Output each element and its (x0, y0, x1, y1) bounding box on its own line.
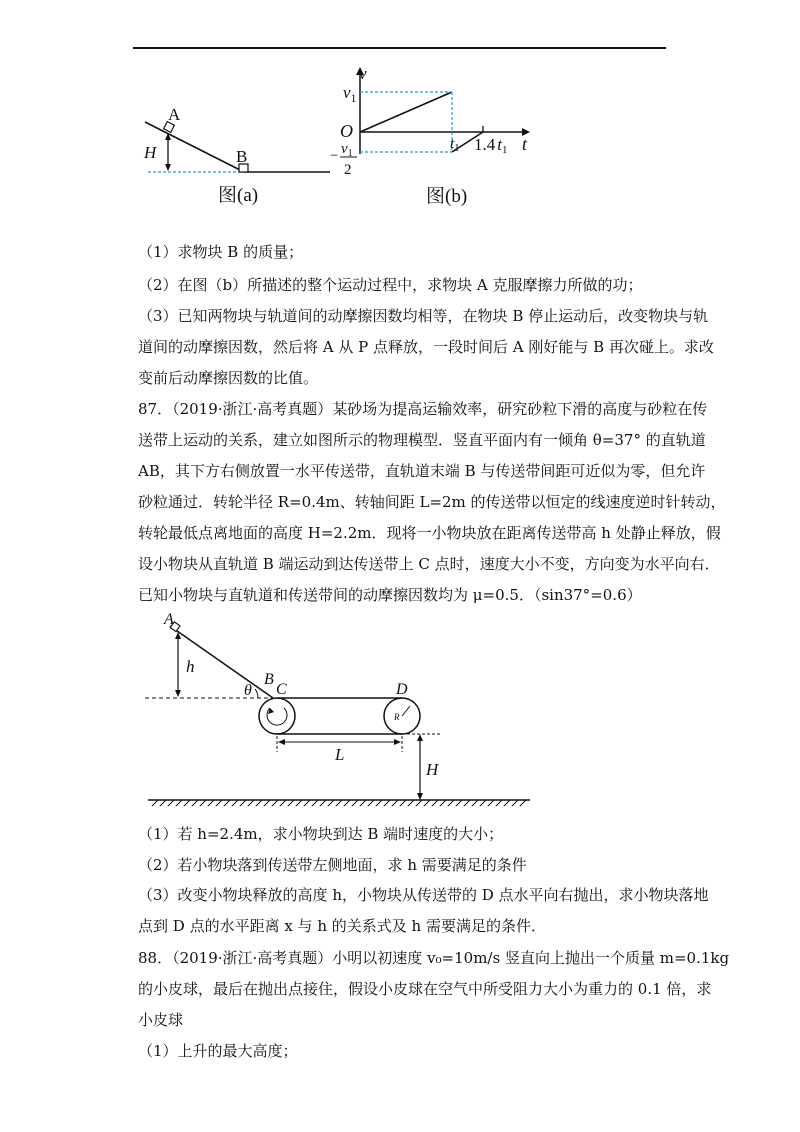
text-line: 87．（2019·浙江·高考真题）某砂场为提高运输效率，研究砂粒下滑的高度与砂粒在传 (138, 400, 708, 418)
text-line: 小皮球 (138, 1011, 184, 1029)
text-line: 道间的动摩擦因数，然后将 A 从 P 点释放，一段时间后 A 刚好能与 B 再次碰上。求改 (138, 338, 714, 356)
text-line: 88．（2019·浙江·高考真题）小明以初速度 v₀=10m/s 竖直向上抛出一个质量 m=0.1kg (138, 949, 730, 967)
header-rule (133, 47, 666, 49)
neg-sign: − (330, 148, 339, 164)
text-line: 已知小物块与直轨道和传送带间的动摩擦因数均为 μ=0.5．（sin37°=0.6） (138, 586, 642, 604)
text-line: （1）求物块 B 的质量； (138, 243, 304, 261)
axis-t-label: t (522, 134, 528, 154)
neg-half-v1-den: 2 (344, 162, 352, 178)
text-line: 转轮最低点离地面的高度 H=2.2m．现将一小物块放在距离传送带高 h 处静止释放，假 (138, 524, 721, 542)
text-line: （3）改变小物块释放的高度 h，小物块从传送带的 D 点水平向右抛出，求小物块落地 (138, 886, 709, 904)
axis-v-label: v (359, 64, 367, 83)
text-line: 的小皮球，最后在抛出点接住，假设小皮球在空气中所受阻力大小为重力的 0.1 倍，求 (138, 980, 712, 998)
label-a-conveyor: A (164, 611, 174, 628)
origin-label: O (340, 121, 353, 141)
label-b: B (236, 147, 248, 166)
text-line: （1）若 h=2.4m，求小物块到达 B 端时速度的大小； (138, 825, 504, 843)
t1-label: $t_1$ (450, 136, 460, 154)
label-b-conveyor: B (264, 671, 274, 688)
text-line: （1）上升的最大高度； (138, 1042, 298, 1060)
caption-a: 图(a) (218, 185, 259, 206)
figure-conveyor (140, 610, 540, 810)
label-l: L (335, 745, 345, 764)
left-pulley (259, 698, 295, 734)
label-big-h: H (426, 760, 439, 779)
caption-b: 图(b) (426, 186, 468, 207)
figure-a (140, 100, 340, 210)
label-c: C (276, 681, 287, 698)
label-theta: θ (244, 682, 252, 699)
neg-half-v1-num: $v_1$ (341, 141, 353, 159)
text-line: 砂粒通过．转轮半径 R=0.4m、转轴间距 L=2m 的传送带以恒定的线速度逆时针转动， (138, 493, 726, 511)
text-line: （2）在图（b）所描述的整个运动过程中，求物块 A 克服摩擦力所做的功； (138, 276, 643, 294)
text-line: 送带上运动的关系，建立如图所示的物理模型．竖直平面内有一倾角 θ=37° 的直轨道 (138, 431, 706, 449)
text-line: （3）已知两物块与轨道间的动摩擦因数均相等，在物块 B 停止运动后，改变物块与轨 (138, 307, 709, 325)
text-line: AB，其下方右侧放置一水平传送带，直轨道末端 B 与传送带间距可近似为零，但允许 (138, 462, 706, 480)
label-h-small: h (186, 657, 195, 676)
text-line: 设小物块从直轨道 B 端运动到达传送带上 C 点时，速度大小不变，方向变为水平向右． (138, 555, 720, 573)
text-line: 变前后动摩擦因数的比值。 (138, 369, 319, 387)
label-a: A (168, 105, 181, 124)
label-d: D (396, 681, 408, 698)
label-r: R (394, 712, 400, 722)
text-line: 点到 D 点的水平距离 x 与 h 的关系式及 h 需要满足的条件． (138, 917, 546, 935)
label-h: H (144, 143, 157, 162)
text-line: （2）若小物块落到传送带左侧地面，求 h 需要满足的条件 (138, 856, 527, 874)
v1-label: $v_1$ (343, 83, 357, 105)
figure-b-vt-graph (330, 64, 540, 214)
ground-hatching (152, 800, 526, 806)
t14-label: 1.4 t1 (474, 135, 508, 156)
